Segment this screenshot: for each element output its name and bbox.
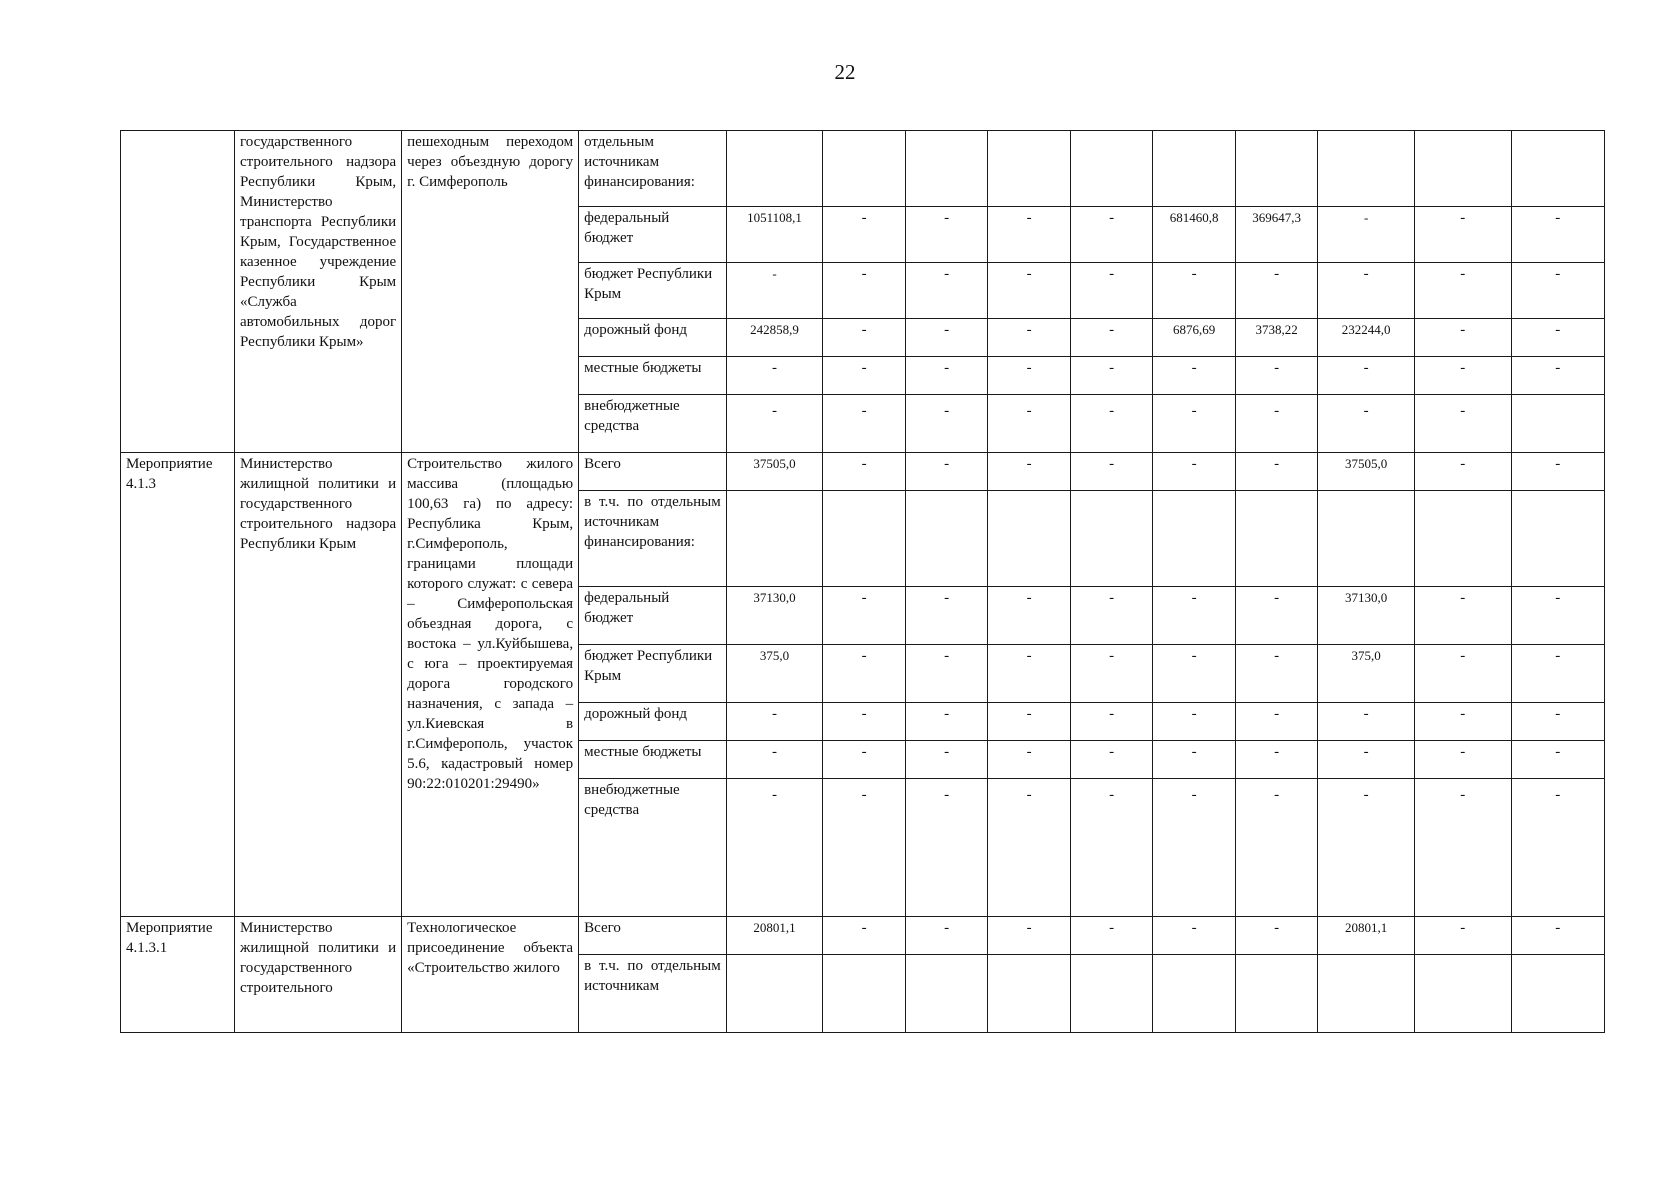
value-cell	[905, 955, 988, 1033]
value-cell: -	[905, 741, 988, 779]
value-cell	[1511, 395, 1604, 453]
page-number: 22	[834, 60, 856, 84]
value-cell	[726, 955, 823, 1033]
funding-source-cell: внебюджетные средства	[579, 779, 727, 917]
activity-id-cell: Мероприятие 4.1.3.1	[121, 917, 235, 1033]
value-cell: 6876,69	[1153, 319, 1236, 357]
value-cell: -	[988, 263, 1071, 319]
activity-id-cell: Мероприятие 4.1.3	[121, 453, 235, 917]
value-cell: -	[905, 207, 988, 263]
value-cell: -	[1235, 779, 1318, 917]
value-cell	[1511, 491, 1604, 587]
value-cell: -	[1070, 741, 1153, 779]
value-cell: -	[823, 779, 906, 917]
value-cell: -	[988, 917, 1071, 955]
value-cell: 37130,0	[1318, 587, 1415, 645]
value-cell: -	[1318, 263, 1415, 319]
value-cell: -	[1511, 207, 1604, 263]
value-cell: -	[988, 779, 1071, 917]
funding-source-cell: федеральный бюджет	[579, 207, 727, 263]
value-cell	[1318, 955, 1415, 1033]
value-cell	[988, 131, 1071, 207]
value-cell	[1235, 491, 1318, 587]
value-cell: -	[1511, 779, 1604, 917]
value-cell	[726, 131, 823, 207]
value-cell: -	[1070, 587, 1153, 645]
value-cell: -	[1511, 917, 1604, 955]
value-cell: -	[1235, 917, 1318, 955]
funding-source-cell: местные бюджеты	[579, 357, 727, 395]
value-cell: -	[905, 263, 988, 319]
value-cell: -	[905, 587, 988, 645]
value-cell: -	[1070, 453, 1153, 491]
value-cell: -	[905, 917, 988, 955]
funding-source-cell: Всего	[579, 917, 727, 955]
activity-name-cell: Строительство жилого массива (площадью 100,63 га) по адресу: Республика Крым, г.Симферополь, границами площади которого служат: с севера – Симферопольская объездная дорога, с востока – ул.Куйбышева, с юга – проектируемая дорога городского назначения, с запада – ул.Киевская в г.Симферополь, участок 5.6, кадастровый номер 90:22:010201:29490»	[402, 453, 579, 917]
value-cell: -	[1414, 587, 1511, 645]
value-cell	[905, 491, 988, 587]
value-cell: -	[1511, 741, 1604, 779]
table-row	[121, 917, 1605, 955]
funding-source-cell: бюджет Республики Крым	[579, 645, 727, 703]
value-cell: -	[823, 263, 906, 319]
value-cell: 375,0	[1318, 645, 1415, 703]
value-cell	[1235, 131, 1318, 207]
value-cell: -	[823, 741, 906, 779]
value-cell: -	[905, 319, 988, 357]
value-cell	[823, 131, 906, 207]
funding-source-cell: в т.ч. по отдельным источникам финансирования:	[579, 491, 727, 587]
value-cell: -	[988, 357, 1071, 395]
value-cell: -	[1235, 263, 1318, 319]
value-cell	[1318, 491, 1415, 587]
value-cell: -	[1235, 395, 1318, 453]
value-cell: -	[823, 917, 906, 955]
value-cell	[1153, 491, 1236, 587]
value-cell	[1153, 131, 1236, 207]
value-cell: -	[1511, 453, 1604, 491]
value-cell: -	[726, 395, 823, 453]
value-cell	[988, 491, 1071, 587]
value-cell: -	[823, 453, 906, 491]
funding-source-cell: бюджет Республики Крым	[579, 263, 727, 319]
value-cell: -	[905, 703, 988, 741]
value-cell	[905, 131, 988, 207]
value-cell: -	[726, 357, 823, 395]
value-cell: -	[823, 395, 906, 453]
value-cell: -	[1153, 703, 1236, 741]
activity-name-cell: пешеходным переходом через объездную дорогу г. Симферополь	[402, 131, 579, 453]
funding-source-cell: Всего	[579, 453, 727, 491]
value-cell: -	[1414, 645, 1511, 703]
value-cell: -	[1070, 779, 1153, 917]
activity-id-cell	[121, 131, 235, 453]
value-cell: -	[1414, 703, 1511, 741]
value-cell: -	[1511, 319, 1604, 357]
value-cell: 369647,3	[1235, 207, 1318, 263]
value-cell: -	[1414, 453, 1511, 491]
value-cell: -	[1235, 453, 1318, 491]
value-cell	[988, 955, 1071, 1033]
value-cell: -	[1153, 357, 1236, 395]
value-cell: -	[823, 587, 906, 645]
funding-source-cell: внебюджетные средства	[579, 395, 727, 453]
value-cell: -	[1153, 779, 1236, 917]
value-cell: -	[905, 645, 988, 703]
value-cell	[1414, 131, 1511, 207]
value-cell: -	[1414, 741, 1511, 779]
value-cell: -	[1070, 357, 1153, 395]
value-cell: -	[988, 703, 1071, 741]
value-cell: -	[1153, 917, 1236, 955]
funding-source-cell: местные бюджеты	[579, 741, 727, 779]
value-cell	[726, 491, 823, 587]
value-cell: -	[1318, 779, 1415, 917]
value-cell: -	[905, 779, 988, 917]
value-cell: -	[1153, 741, 1236, 779]
value-cell: 232244,0	[1318, 319, 1415, 357]
executor-cell: Министерство жилищной политики и государственного строительного надзора Республики Крым	[234, 453, 401, 917]
executor-cell: Министерство жилищной политики и государственного строительного	[234, 917, 401, 1033]
value-cell: -	[1511, 645, 1604, 703]
value-cell	[1235, 955, 1318, 1033]
value-cell: 37505,0	[726, 453, 823, 491]
funding-source-cell: в т.ч. по отдельным источникам	[579, 955, 727, 1033]
value-cell	[1414, 955, 1511, 1033]
funding-source-cell: дорожный фонд	[579, 319, 727, 357]
value-cell: -	[823, 645, 906, 703]
value-cell: -	[726, 779, 823, 917]
value-cell: -	[988, 645, 1071, 703]
value-cell: -	[1070, 263, 1153, 319]
value-cell: -	[1235, 741, 1318, 779]
value-cell: -	[1153, 453, 1236, 491]
value-cell: -	[1414, 263, 1511, 319]
value-cell	[1070, 491, 1153, 587]
value-cell: -	[988, 207, 1071, 263]
value-cell: -	[1153, 395, 1236, 453]
funding-source-cell: отдельным источникам финансирования:	[579, 131, 727, 207]
value-cell: -	[1318, 703, 1415, 741]
value-cell: -	[1070, 395, 1153, 453]
value-cell: -	[1414, 395, 1511, 453]
value-cell: -	[988, 587, 1071, 645]
executor-cell: государственного строительного надзора Республики Крым, Министерство транспорта Республики Крым, Государственное казенное учреждение Республики Крым «Служба автомобильных дорог Республики Крым»	[234, 131, 401, 453]
value-cell: -	[1511, 357, 1604, 395]
value-cell: -	[726, 263, 823, 319]
value-cell: -	[726, 741, 823, 779]
value-cell: -	[1070, 319, 1153, 357]
value-cell	[823, 491, 906, 587]
value-cell: -	[988, 741, 1071, 779]
value-cell: 681460,8	[1153, 207, 1236, 263]
value-cell: -	[1414, 357, 1511, 395]
value-cell: -	[1414, 917, 1511, 955]
value-cell	[1511, 955, 1604, 1033]
value-cell	[823, 955, 906, 1033]
value-cell: -	[1153, 587, 1236, 645]
value-cell: -	[905, 357, 988, 395]
value-cell: 1051108,1	[726, 207, 823, 263]
value-cell: -	[726, 703, 823, 741]
value-cell: -	[1511, 703, 1604, 741]
value-cell: -	[823, 207, 906, 263]
value-cell: 37505,0	[1318, 453, 1415, 491]
value-cell: -	[1070, 207, 1153, 263]
value-cell: -	[1414, 319, 1511, 357]
value-cell: -	[1318, 741, 1415, 779]
value-cell	[1153, 955, 1236, 1033]
table-row	[121, 453, 1605, 491]
value-cell: -	[1235, 703, 1318, 741]
value-cell: -	[1153, 645, 1236, 703]
value-cell: -	[1318, 357, 1415, 395]
value-cell: -	[1318, 395, 1415, 453]
value-cell: 20801,1	[726, 917, 823, 955]
value-cell: -	[823, 703, 906, 741]
value-cell: -	[905, 395, 988, 453]
value-cell: -	[1235, 645, 1318, 703]
value-cell: -	[1070, 645, 1153, 703]
value-cell: 242858,9	[726, 319, 823, 357]
value-cell: -	[1235, 357, 1318, 395]
value-cell: -	[1511, 263, 1604, 319]
funding-table	[120, 130, 1605, 1033]
activity-name-cell: Технологическое присоединение объекта «Строительство жилого	[402, 917, 579, 1033]
value-cell: -	[1070, 917, 1153, 955]
value-cell: 375,0	[726, 645, 823, 703]
value-cell: -	[1414, 779, 1511, 917]
funding-source-cell: дорожный фонд	[579, 703, 727, 741]
table-row	[121, 131, 1605, 207]
value-cell: -	[823, 319, 906, 357]
value-cell	[1070, 131, 1153, 207]
value-cell: -	[1235, 587, 1318, 645]
value-cell: -	[1070, 703, 1153, 741]
value-cell	[1318, 131, 1415, 207]
value-cell: -	[905, 453, 988, 491]
value-cell: 20801,1	[1318, 917, 1415, 955]
value-cell	[1070, 955, 1153, 1033]
value-cell: -	[1511, 587, 1604, 645]
value-cell	[1511, 131, 1604, 207]
value-cell: -	[1318, 207, 1415, 263]
value-cell: -	[988, 319, 1071, 357]
value-cell: -	[988, 395, 1071, 453]
value-cell: 37130,0	[726, 587, 823, 645]
value-cell: -	[823, 357, 906, 395]
value-cell: 3738,22	[1235, 319, 1318, 357]
value-cell: -	[1153, 263, 1236, 319]
value-cell	[1414, 491, 1511, 587]
funding-source-cell: федеральный бюджет	[579, 587, 727, 645]
value-cell: -	[1414, 207, 1511, 263]
value-cell: -	[988, 453, 1071, 491]
